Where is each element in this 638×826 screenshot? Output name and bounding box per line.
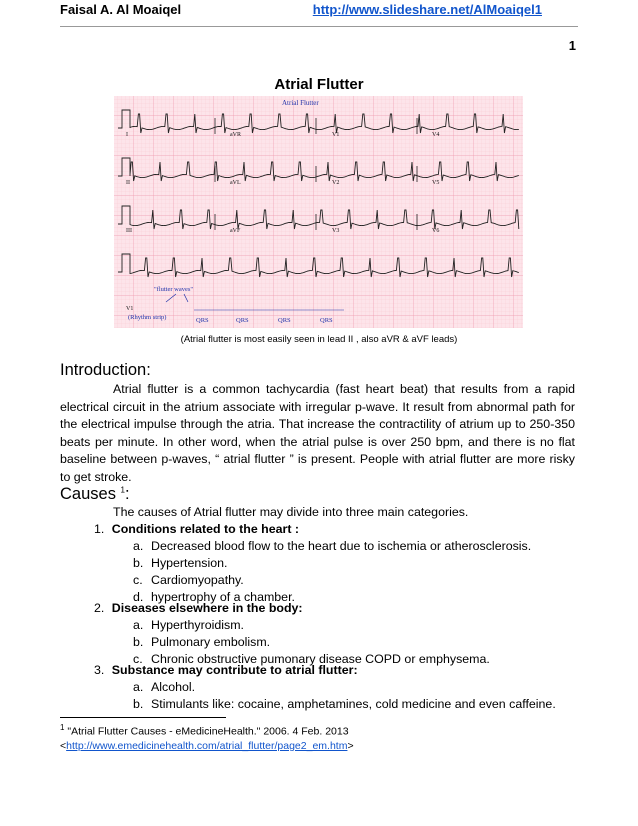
cause-item	[133, 697, 556, 711]
qrs-label: QRS	[320, 317, 333, 324]
cause-item	[133, 556, 227, 570]
lead-label: V5	[432, 180, 440, 186]
lead-label: II	[126, 180, 130, 186]
causes-footnote-ref[interactable]: 1	[120, 485, 125, 495]
cause-item-letter: b.	[133, 556, 144, 570]
cause-item-text: Chronic obstructive pumonary disease COPD or emphysema.	[151, 652, 490, 666]
cause-group-1	[94, 522, 299, 536]
footnote-citation	[60, 723, 349, 738]
lead-label: V2	[332, 180, 340, 186]
lead-label: aVL	[230, 180, 241, 186]
footnote-number: 1	[60, 723, 65, 732]
cause-group-title: Diseases elsewhere in the body:	[108, 601, 303, 615]
footnote-link-close: >	[347, 740, 354, 752]
cause-item	[133, 680, 195, 694]
cause-group-number: 3.	[94, 663, 105, 677]
figure-caption: (Atrial flutter is most easily seen in lead II , also aVR & aVF leads)	[180, 334, 458, 345]
page-title: Atrial Flutter	[274, 76, 364, 93]
cause-group-3	[94, 663, 358, 677]
header-url-link[interactable]: http://www.slideshare.net/AlMoaiqel1	[312, 2, 542, 17]
lead-label: V1	[126, 306, 134, 312]
cause-group-2	[94, 601, 303, 615]
footnote-rule	[60, 717, 226, 718]
page-number: 1	[568, 38, 576, 53]
lead-label: I	[126, 132, 128, 138]
footnote-link[interactable]: http://www.emedicinehealth.com/atrial_flutter/page2_em.htm	[66, 740, 348, 752]
lead-label: V4	[432, 132, 440, 138]
cause-item	[133, 573, 244, 587]
cause-group-title: Substance may contribute to atrial flutter:	[108, 663, 358, 677]
qrs-label: QRS	[278, 317, 291, 324]
cause-item-text: Pulmonary embolism.	[151, 635, 271, 649]
lead-label: aVF	[230, 228, 241, 234]
cause-item-letter: c.	[133, 652, 143, 666]
header-divider	[60, 26, 578, 27]
cause-item-text: Alcohol.	[151, 680, 196, 694]
rhythm-strip-label: (Rhythm strip)	[128, 314, 167, 321]
causes-heading-colon: :	[125, 485, 130, 503]
qrs-label: QRS	[196, 317, 209, 324]
intro-paragraph: Atrial flutter is a common tachycardia (fast heart beat) that results from a rapid electrical circuit in the atrium associate with irregular p-wave. It result from abnormal path for the electrical impulse through the atria. That increase the contractility of atrium up to 250-350 beats per minute. In other word, when the atrial pulse is over 250 bpm, and there is no flat baseline between p-waves, “ atrial flutter ” is present. People with atrial flutter are more risky to get stroke.	[60, 382, 575, 484]
causes-lead: The causes of Atrial flutter may divide into three main categories.	[113, 505, 469, 519]
cause-item-letter: a.	[133, 539, 144, 553]
ecg-figure	[114, 96, 523, 328]
cause-group-number: 2.	[94, 601, 105, 615]
header-author: Faisal A. Al Moaiqel	[60, 2, 182, 17]
cause-item-text: Hyperthyroidism.	[151, 618, 244, 632]
cause-item-letter: d.	[133, 590, 144, 604]
footnote-link-open: <	[60, 740, 67, 752]
cause-item-text: Stimulants like: cocaine, amphetamines, cold medicine and even caffeine.	[151, 697, 556, 711]
cause-item	[133, 618, 244, 632]
lead-label: V3	[332, 228, 340, 234]
cause-item	[133, 635, 270, 649]
lead-label: aVR	[230, 132, 241, 138]
lead-label: V6	[432, 228, 440, 234]
cause-item-letter: a.	[133, 680, 144, 694]
cause-item-text: Decreased blood flow to the heart due to ischemia or atherosclerosis.	[151, 539, 532, 553]
cause-item-text: Hypertension.	[151, 556, 228, 570]
cause-group-title: Conditions related to the heart :	[108, 522, 300, 536]
flutter-waves-label: "flutter waves"	[154, 286, 194, 293]
cause-item-text: Cardiomyopathy.	[151, 573, 244, 587]
cause-item-letter: b.	[133, 697, 144, 711]
lead-label: III	[126, 228, 132, 234]
footnote-link-line	[60, 740, 354, 752]
footnote-citation-text: "Atrial Flutter Causes - eMedicineHealth." 2006. 4 Feb. 2013	[64, 725, 349, 738]
causes-heading	[60, 485, 130, 504]
cause-item-letter: c.	[133, 573, 143, 587]
cause-group-number: 1.	[94, 522, 105, 536]
cause-item-text: hypertrophy of a chamber.	[151, 590, 295, 604]
cause-item-letter: a.	[133, 618, 144, 632]
intro-heading: Introduction:	[60, 361, 151, 379]
lead-label: V1	[332, 132, 340, 138]
cause-item	[133, 539, 531, 553]
ecg-image-title: Atrial Flutter	[282, 99, 319, 107]
cause-item-letter: b.	[133, 635, 144, 649]
causes-heading-text: Causes	[60, 485, 116, 503]
qrs-label: QRS	[236, 317, 249, 324]
